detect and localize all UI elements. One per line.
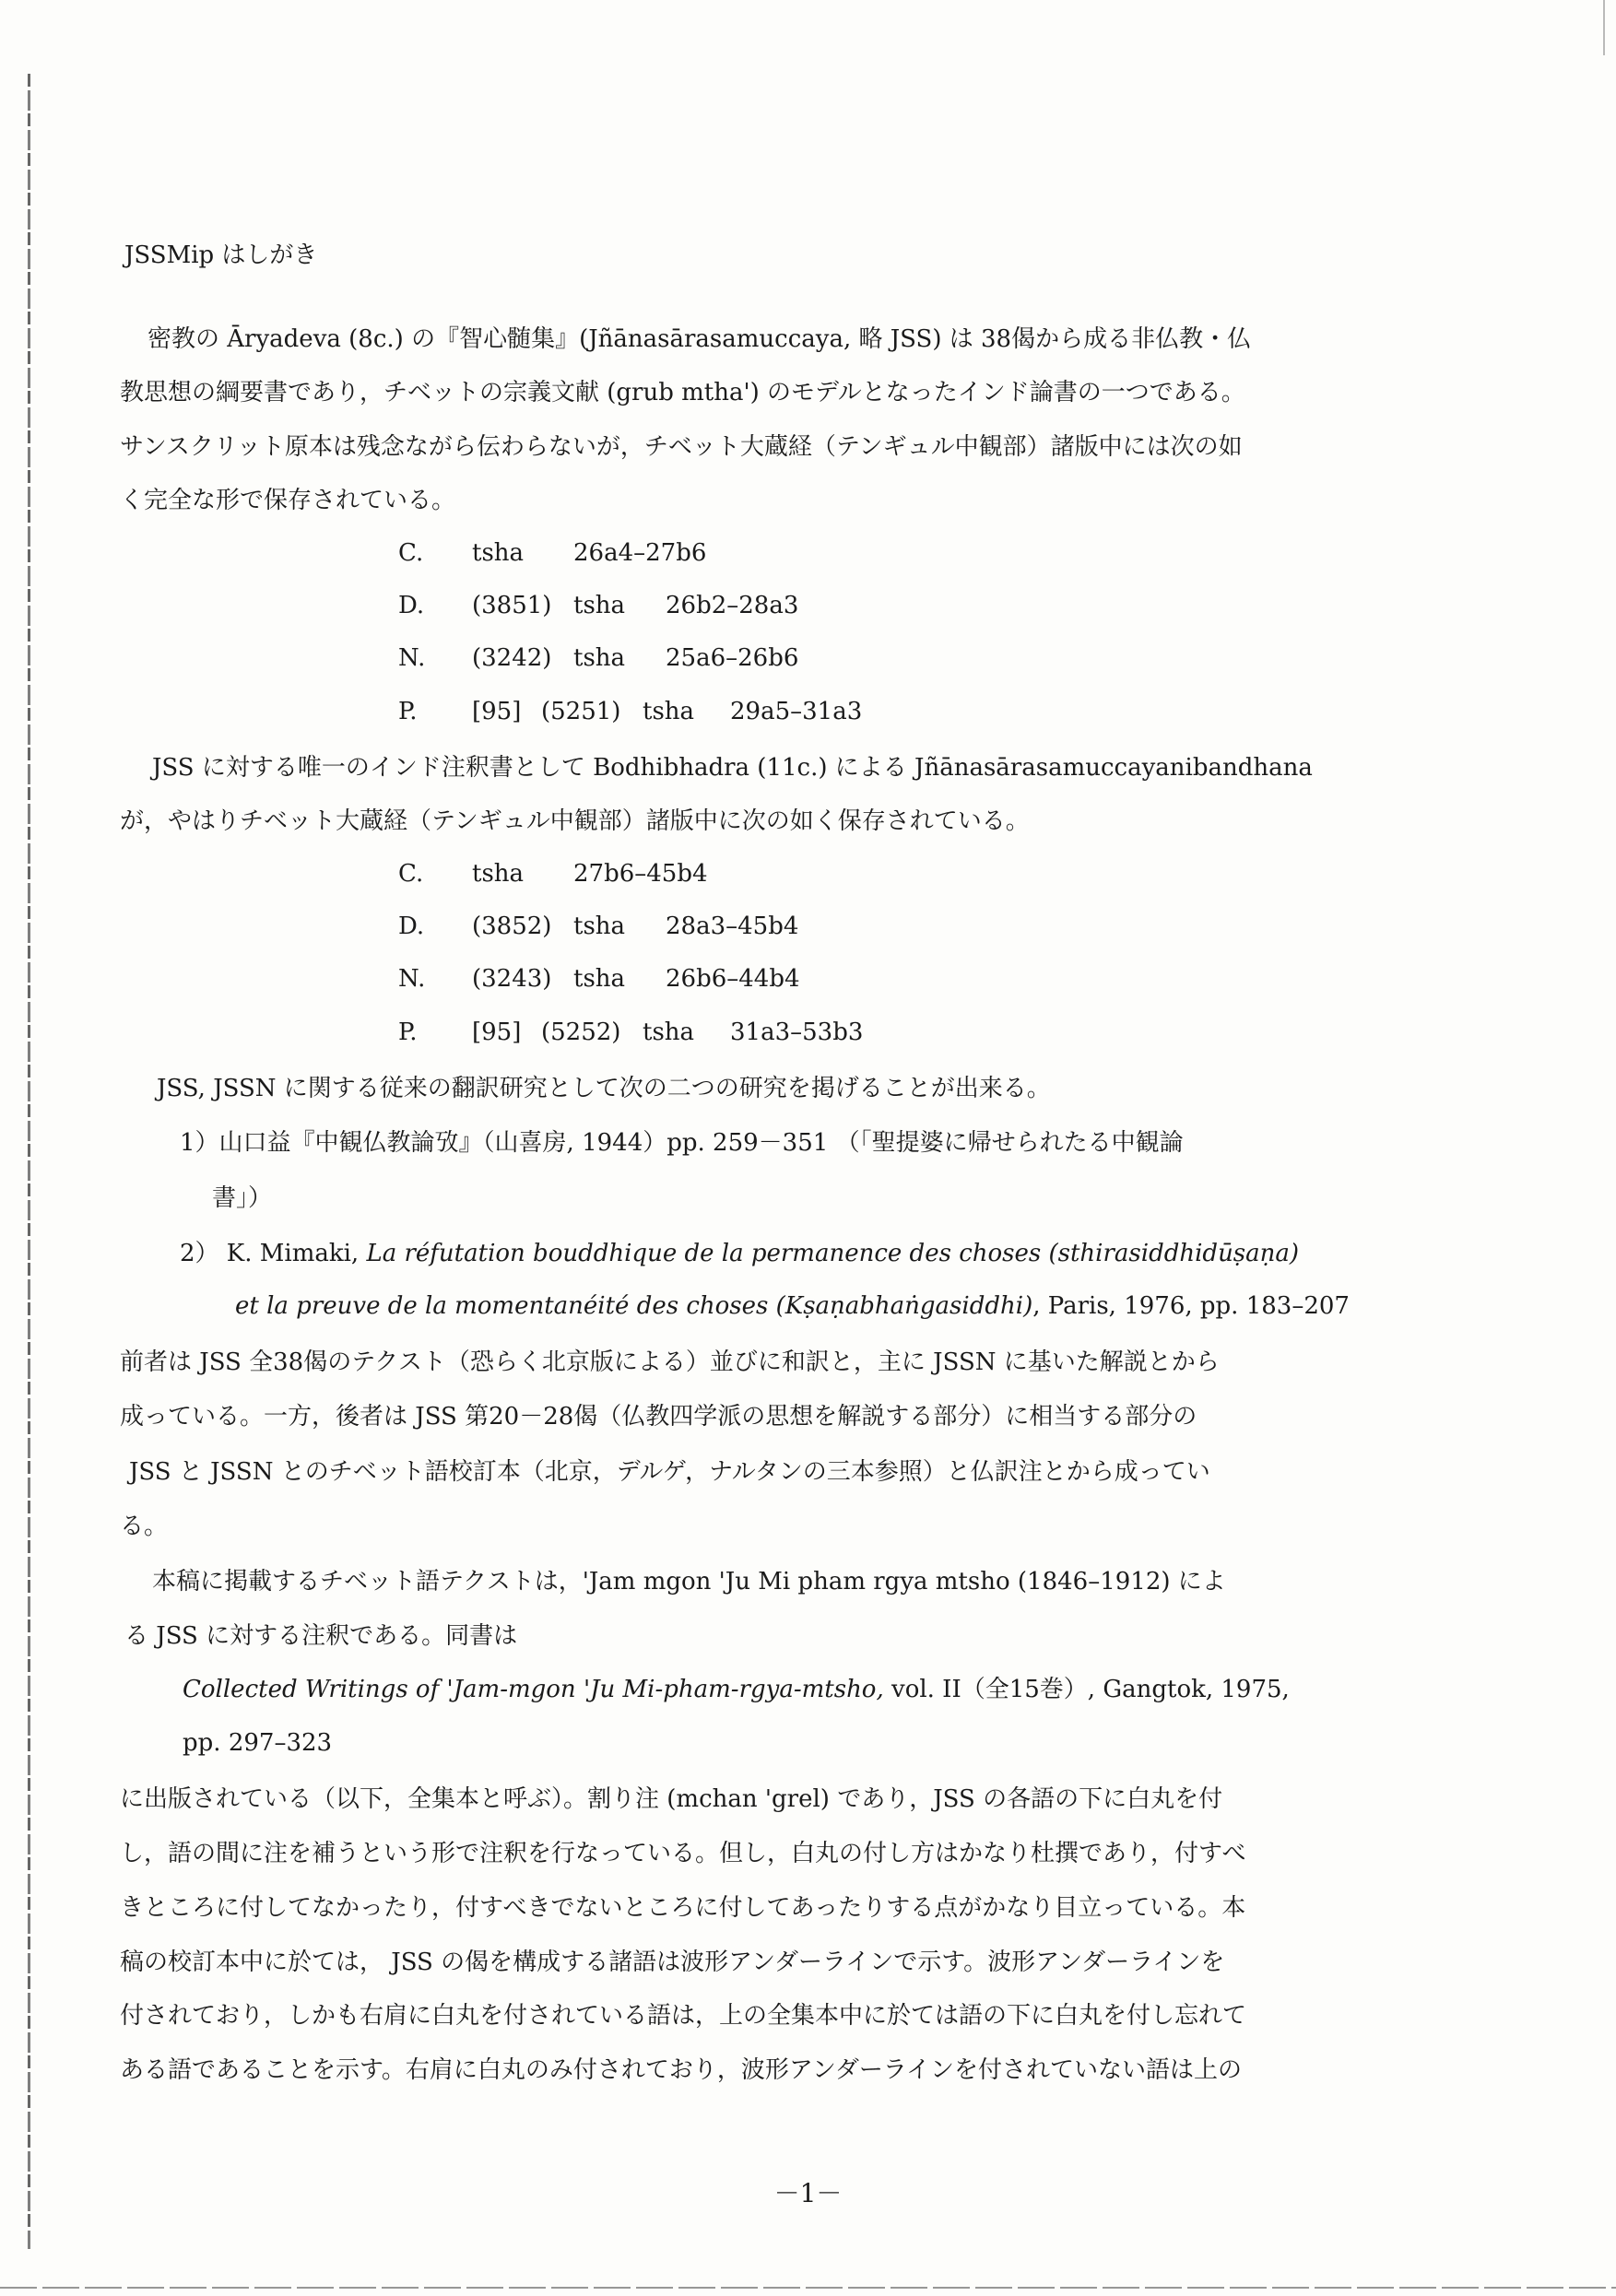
scan-edge-mark bbox=[1603, 0, 1605, 55]
reference-2-author: 2） K. Mimaki, bbox=[180, 1240, 367, 1267]
citation-col: 26b2–28a3 bbox=[666, 592, 799, 619]
para2-line: が，やはりチベット大蔵経（テンギュル中観部）諸版中に次の如く保存されている。 bbox=[120, 807, 1030, 835]
para6-line: 付されており，しかも右肩に白丸を付されている語は，上の全集本中に於ては語の下に白丸を付し忘れて bbox=[120, 2002, 1247, 2030]
reference-2-title: et la preuve de la momentanéité des choses (Kṣaṇabhaṅgasiddhi) bbox=[235, 1292, 1033, 1320]
citation-col: (3243) bbox=[472, 965, 552, 993]
citation-col: (3851) bbox=[472, 592, 552, 619]
citation-row bbox=[398, 860, 708, 889]
edition-label: P. bbox=[398, 1018, 418, 1046]
citation-col: tsha bbox=[573, 965, 626, 993]
para1-line: サンスクリット原本は残念ながら伝わらないが，チベット大蔵経（テンギュル中観部）諸版中には次の如 bbox=[120, 433, 1243, 461]
citation-col: 26b6–44b4 bbox=[666, 965, 800, 993]
edition-label: N. bbox=[398, 965, 426, 993]
para6-line: に出版されている（以下，全集本と呼ぶ）。割り注 (mchan 'grel) であり，JSS の各語の下に白丸を付 bbox=[120, 1785, 1223, 1813]
para6-line: 稿の校訂本中に於ては， JSS の偈を構成する諸語は波形アンダーラインで示す。波形アンダーラインを bbox=[120, 1949, 1225, 1976]
citation-col: tsha bbox=[643, 1018, 695, 1046]
citation-row bbox=[398, 592, 798, 620]
reference-2-imprint: , Paris, 1976, pp. 183–207 bbox=[1032, 1292, 1350, 1320]
citation-col: (5252) bbox=[541, 1018, 621, 1046]
citation-row bbox=[398, 1018, 863, 1047]
para6-line: し，語の間に注を補うという形で注釈を行なっている。但し，白丸の付し方はかなり杜撰であり，付すべ bbox=[120, 1840, 1246, 1867]
binding-edge bbox=[28, 74, 30, 2249]
page-number: －1－ bbox=[773, 2178, 843, 2208]
reference-1-line: 書」） bbox=[212, 1184, 273, 1212]
citation-col: 31a3–53b3 bbox=[730, 1018, 864, 1046]
reference-3-line: pp. 297–323 bbox=[183, 1729, 333, 1757]
para2-line: JSS に対する唯一のインド注釈書として Bodhibhadra (11c.) による Jñānasārasamuccayanibandhana bbox=[152, 754, 1313, 782]
para6-line: ある語であることを示す。右肩に白丸のみ付されており，波形アンダーラインを付されていない語は上の bbox=[120, 2056, 1243, 2084]
reference-3-imprint: vol. II（全15巻）, Gangtok, 1975, bbox=[883, 1676, 1290, 1703]
para1-line: 密教の Āryadeva (8c.) の『智心髄集』(Jñānasārasamuccaya, 略 JSS) は 38偈から成る非仏教・仏 bbox=[147, 325, 1252, 353]
edition-label: N. bbox=[398, 644, 426, 672]
para1-line: く完全な形で保存されている。 bbox=[120, 487, 456, 514]
citation-col: tsha bbox=[472, 539, 525, 567]
edition-label: C. bbox=[398, 860, 424, 888]
para4-line: JSS と JSSN とのチベット語校訂本（北京，デルゲ，ナルタンの三本参照）と仏訳注とから成ってい bbox=[129, 1458, 1210, 1486]
para1-line: 教思想の綱要書であり，チベットの宗義文献 (grub mtha') のモデルとなったインド論書の一つである。 bbox=[120, 379, 1245, 406]
para6-line: きところに付してなかったり，付すべきでないところに付してあったりする点がかなり目立っている。本 bbox=[120, 1894, 1246, 1922]
citation-row bbox=[398, 698, 862, 726]
citation-col: tsha bbox=[472, 860, 525, 888]
para4-line: 前者は JSS 全38偈のテクスト（恐らく北京版による）並びに和訳と，主に JSSN に基いた解説とから bbox=[120, 1348, 1220, 1376]
reference-3-title: Collected Writings of 'Jam-mgon 'Ju Mi-pham-rgya-mtsho, bbox=[183, 1676, 884, 1703]
reference-1-line: 1）山口益『中観仏教論攷』（山喜房, 1944）pp. 259－351 （「聖提婆に帰せられたる中観論 bbox=[180, 1129, 1184, 1157]
para4-line: 成っている。一方，後者は JSS 第20－28偈（仏教四学派の思想を解説する部分）に相当する部分の bbox=[120, 1403, 1197, 1431]
citation-col: tsha bbox=[573, 913, 626, 940]
reference-3-line bbox=[183, 1676, 1290, 1704]
edition-label: P. bbox=[398, 698, 418, 725]
edition-label: D. bbox=[398, 913, 425, 940]
citation-col: tsha bbox=[643, 698, 695, 725]
citation-row bbox=[398, 644, 798, 673]
reference-2-line bbox=[180, 1240, 1299, 1268]
scan-bottom-edge bbox=[0, 2287, 1616, 2289]
citation-col: 25a6–26b6 bbox=[666, 644, 799, 672]
citation-col: tsha bbox=[573, 644, 626, 672]
citation-col: (5251) bbox=[541, 698, 621, 725]
citation-col: 29a5–31a3 bbox=[730, 698, 863, 725]
para3-line: JSS, JSSN に関する従来の翻訳研究として次の二つの研究を掲げることが出来る。 bbox=[157, 1075, 1051, 1102]
edition-label: C. bbox=[398, 539, 424, 567]
citation-row bbox=[398, 965, 800, 994]
para5-line: 本稿に掲載するチベット語テクストは，'Jam mgon 'Ju Mi pham rgya mtsho (1846–1912) によ bbox=[152, 1568, 1226, 1595]
reference-2-title: La réfutation bouddhique de la permanence des choses (sthirasiddhidūṣaṇa) bbox=[366, 1240, 1300, 1267]
citation-row bbox=[398, 539, 706, 568]
section-title: JSSMip はしがき bbox=[124, 241, 318, 269]
para5-line: る JSS に対する注釈である。同書は bbox=[124, 1622, 518, 1650]
citation-col: 28a3–45b4 bbox=[666, 913, 799, 940]
para4-line: る。 bbox=[120, 1513, 169, 1540]
citation-col: (3852) bbox=[472, 913, 552, 940]
citation-col: (3242) bbox=[472, 644, 552, 672]
citation-col: tsha bbox=[573, 592, 626, 619]
reference-2-line bbox=[235, 1292, 1350, 1321]
citation-col: [95] bbox=[472, 698, 522, 725]
citation-col: 26a4–27b6 bbox=[573, 539, 707, 567]
citation-col: 27b6–45b4 bbox=[573, 860, 708, 888]
citation-col: [95] bbox=[472, 1018, 522, 1046]
citation-row bbox=[398, 913, 798, 941]
edition-label: D. bbox=[398, 592, 425, 619]
